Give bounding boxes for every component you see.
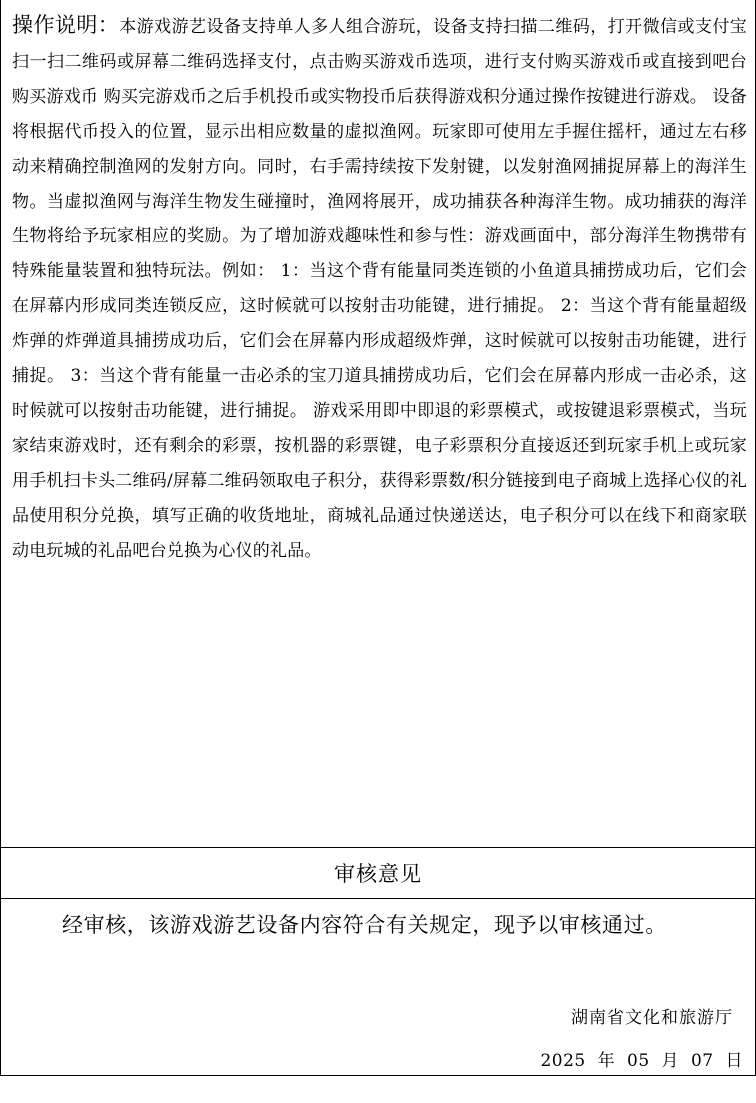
review-heading [1,847,755,899]
review-heading-text: 审核意见 [334,862,422,886]
instructions-label: 操作说明： [12,13,120,37]
review-opinion-section [1,899,755,1076]
instructions-body: 本游戏游艺设备支持单人多人组合游玩，设备支持扫描二维码，打开微信或支付宝扫一扫二维码或屏幕二维码选择支付，点击购买游戏币选项，进行支付购买游戏币或直接到吧台购买游戏币 购买完游戏币之后手机投币或实物投币后获得游戏积分通过操作按键进行游戏。 设备将根据代币投入的位置，显示出相应数量的虚拟渔网。玩家即可使用左手握住摇杆，通过左右移动来精确控制渔网的发射方向。同时，右手需持续按下发射键，以发射渔网捕捉屏幕上的海洋生物。当虚拟渔网与海洋生物发生碰撞时，渔网将展开，成功捕获各种海洋生物。成功捕获的海洋生物将给予玩家相应的奖励。为了增加游戏趣味性和参与性：游戏画面中，部分海洋生物携带有特殊能量装置和独特玩法。例如： 1：当这个背有能量同类连锁的小鱼道具捕捞成功后，它们会在屏幕内形成同类连锁反应，这时候就可以按射击功能键，进行捕捉。 2：当这个背有能量超级炸弹的炸弹道具捕捞成功后，它们会在屏幕内形成超级炸弹，这时候就可以按射击功能键，进行捕捉。 3：当这个背有能量一击必杀的宝刀道具捕捞成功后，它们会在屏幕内形成一击必杀，这时候就可以按射击功能键，进行捕捉。 游戏采用即中即退的彩票模式，或按键退彩票模式，当玩家结束游戏时，还有剩余的彩票，按机器的彩票键，电子彩票积分直接返还到玩家手机上或玩家用手机扫卡头二维码/屏幕二维码领取电子积分，获得彩票数/积分链接到电子商城上选择心仪的礼品使用积分兑换，填写正确的收货地址，商城礼品通过快递送达，电子积分可以在线下和商家联动电玩城的礼品吧台兑换为心仪的礼品。 [12,17,748,561]
review-opinion-text: 经审核，该游戏游艺设备内容符合有关规定，现予以审核通过。 [62,913,667,937]
issue-date: 2025 年 05 月 07 日 [540,1051,743,1071]
operation-instructions [1,0,755,847]
issuing-authority: 湖南省文化和旅游厅 [571,1008,733,1028]
